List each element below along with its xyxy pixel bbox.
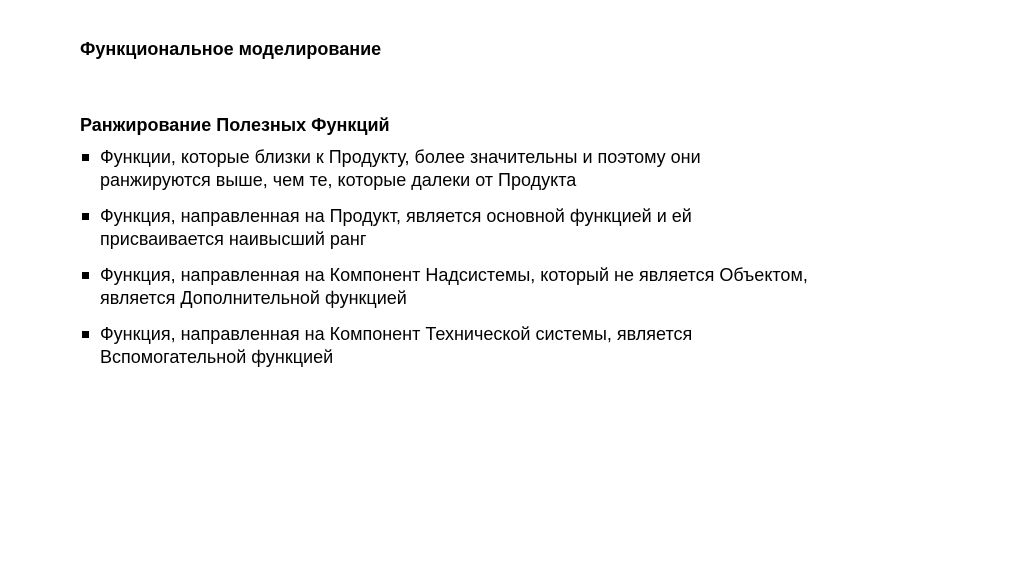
bullet-item: [80, 264, 960, 310]
bullet-item: [80, 323, 960, 369]
bullet-text-line: является Дополнительной функцией: [100, 288, 407, 308]
bullet-text-line: Вспомогательной функцией: [100, 347, 334, 367]
square-bullet-icon: [82, 331, 89, 338]
square-bullet-icon: [82, 154, 89, 161]
bullet-text-line: ранжируются выше, чем те, которые далеки от Продукта: [100, 170, 577, 190]
bullet-item: [80, 205, 960, 251]
bullet-text-line: присваивается наивысший ранг: [100, 229, 367, 249]
bullet-text-line: Функции, которые близки к Продукту, более значительны и поэтому они: [100, 147, 701, 167]
bullet-text-line: Функция, направленная на Продукт, является основной функцией и ей: [100, 206, 692, 226]
bullet-list: [80, 146, 960, 382]
square-bullet-icon: [82, 272, 89, 279]
section-heading: Ранжирование Полезных Функций: [80, 115, 390, 135]
bullet-text-line: Функция, направленная на Компонент Технической системы, является: [100, 324, 693, 344]
bullet-item: [80, 146, 960, 192]
square-bullet-icon: [82, 213, 89, 220]
slide-title: Функциональное моделирование: [80, 39, 382, 59]
bullet-text-line: Функция, направленная на Компонент Надсистемы, который не является Объектом,: [100, 265, 808, 285]
